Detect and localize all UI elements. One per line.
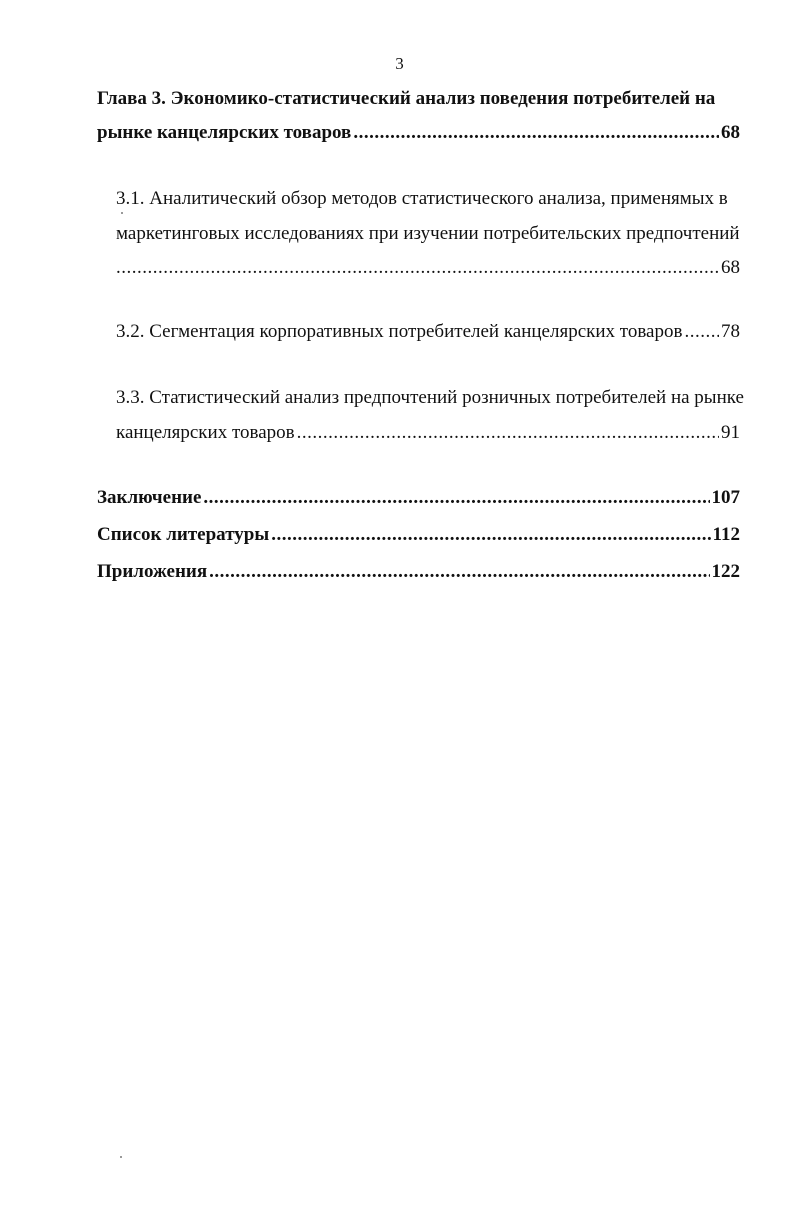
appendices-page: 122 bbox=[711, 561, 740, 582]
conclusion-page: 107 bbox=[711, 487, 740, 508]
toc-entry-section-3-1[interactable] bbox=[116, 256, 740, 280]
appendices-title: Приложения bbox=[97, 561, 208, 582]
scan-speck bbox=[120, 1156, 122, 1158]
dot-leader bbox=[209, 560, 709, 584]
section-3-3-title-line-1: 3.3. Статистический анализ предпочтений розничных потребителей на рынке bbox=[116, 387, 744, 408]
dot-leader bbox=[203, 486, 709, 510]
section-3-3-page: 91 bbox=[721, 422, 740, 443]
section-3-1-page: 68 bbox=[721, 257, 740, 278]
toc-entry-references[interactable] bbox=[97, 523, 740, 547]
toc-entry-appendices[interactable] bbox=[97, 560, 740, 584]
dot-leader bbox=[271, 523, 710, 547]
section-3-3-title-line-2: канцелярских товаров bbox=[116, 422, 295, 443]
dot-leader bbox=[116, 256, 719, 280]
page-number: 3 bbox=[395, 54, 404, 73]
chapter-3-title-line-1: Глава 3. Экономико-статистический анализ поведения потребителей на bbox=[97, 88, 716, 109]
section-3-1-title-line-1: 3.1. Аналитический обзор методов статистического анализа, применямых в bbox=[116, 188, 728, 209]
scan-speck bbox=[121, 212, 123, 214]
dot-leader bbox=[353, 121, 719, 145]
chapter-3-title-line-2: рынке канцелярских товаров bbox=[97, 122, 352, 143]
conclusion-title: Заключение bbox=[97, 487, 202, 508]
section-3-2-page: 78 bbox=[721, 321, 740, 342]
dot-leader bbox=[297, 421, 719, 445]
section-3-1-title-line-2: маркетинговых исследованиях при изучении потребительских предпочтений bbox=[116, 223, 740, 244]
toc-entry-section-3-3[interactable] bbox=[116, 421, 740, 445]
references-title: Список литературы bbox=[97, 524, 270, 545]
references-page: 112 bbox=[712, 524, 740, 545]
toc-entry-conclusion[interactable] bbox=[97, 486, 740, 510]
chapter-3-page: 68 bbox=[721, 122, 740, 143]
toc-entry-section-3-2[interactable] bbox=[116, 320, 740, 344]
dot-leader bbox=[684, 320, 719, 344]
section-3-2-title: 3.2. Сегментация корпоративных потребителей канцелярских товаров bbox=[116, 321, 683, 342]
toc-entry-chapter-3[interactable] bbox=[97, 121, 740, 145]
